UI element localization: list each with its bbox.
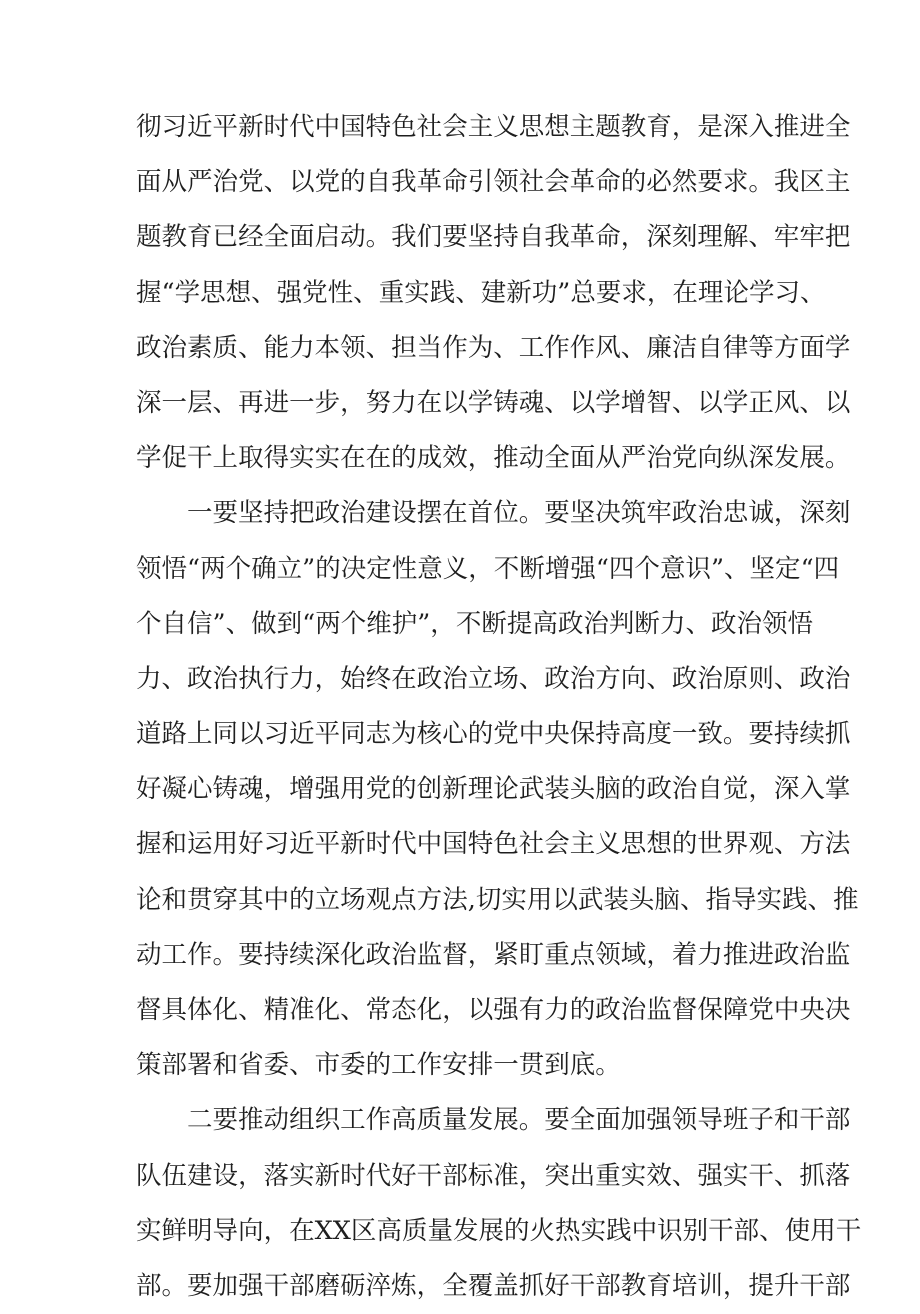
text-line: 深 一 层 、 再 进 一 步 ， 努 力 在 以 学 铸 魂 、 以 学 增 智 、 以 学 正 风 、 以	[136, 387, 851, 418]
text-line: 督 具 体 化 、 精 准 化 、 常 态 化 ， 以 强 有 力 的 政 治 监 督 保 障 党 中 央 决	[136, 995, 851, 1025]
text-line: 握 和 运 用 好 习 近 平 新 时 代 中 国 特 色 社 会 主 义 思 想 的 世 界 观 、 方 法	[136, 829, 851, 860]
text-line: 部 。 要 加 强 干 部 磨 砺 淬 炼 ， 全 覆 盖 抓 好 干 部 教 育 培 训 ， 提 升 干 部	[136, 1270, 851, 1301]
text-line: 动 工 作 。 要 持 续 深 化 政 治 监 督 ， 紧 盯 重 点 领 域 ， 着 力 推 进 政 治 监	[136, 939, 851, 970]
document-body	[136, 100, 862, 1314]
text-line: 道 路 上 同 以 习 近 平 同 志 为 核 心 的 党 中 央 保 持 高 度 一 致 。 要 持 续 抓	[136, 719, 851, 750]
text-line: 论 和 贯 穿 其 中 的 立 场 观 点 方 法 , 切 实 用 以 武 装 头 脑 、 指 导 实 践 、 推	[136, 884, 859, 915]
text-line: 队 伍 建 设 ， 落 实 新 时 代 好 干 部 标 准 ， 突 出 重 实 效 、 强 实 干 、 抓 落	[136, 1160, 851, 1191]
text-line: 二 要 推 动 组 织 工 作 高 质 量 发 展 。 要 全 面 加 强 领 导 班 子 和 干 部	[187, 1105, 851, 1136]
text-line: 好 凝 心 铸 魂 ， 增 强 用 党 的 创 新 理 论 武 装 头 脑 的 政 治 自 觉 ， 深 入 掌	[136, 774, 851, 805]
text-line: 政 治 素 质 、 能 力 本 领 、 担 当 作 为 、 工 作 作 风 、 廉 洁 自 律 等 方 面 学	[136, 332, 851, 363]
text-line: 彻 习 近 平 新 时 代 中 国 特 色 社 会 主 义 思 想 主 题 教 育 ， 是 深 入 推 进 全	[136, 112, 851, 142]
text-line: 领 悟 “ 两 个 确 立 ” 的 决 定 性 意 义 ， 不 断 增 强 “ 四 个 意 识 ” 、 坚 定 “ 四	[136, 553, 840, 584]
text-line: 力 、 政 治 执 行 力 ， 始 终 在 政 治 立 场 、 政 治 方 向 、 政 治 原 则 、 政 治	[136, 663, 851, 694]
text-line: 题 教 育 已 经 全 面 启 动 。 我 们 要 坚 持 自 我 革 命 ， 深 刻 理 解 、 牢 牢 把	[136, 222, 851, 253]
text-line: 实 鲜 明 导 向 ， 在 X X 区 高 质 量 发 展 的 火 热 实 践 中 识 别 干 部 、 使 用 干	[136, 1215, 862, 1246]
text-line: 策 部 署 和 省 委 、 市 委 的 工 作 安 排 一 贯 到 底 。	[136, 1050, 621, 1081]
text-line: 握 “ 学 思 想 、 强 党 性 、 重 实 践 、 建 新 功 ” 总 要 求 ， 在 理 论 学 习 、	[136, 277, 826, 308]
text-line: 学 促 干 上 取 得 实 实 在 在 的 成 效 ， 推 动 全 面 从 严 治 党 向 纵 深 发 展 。	[136, 443, 851, 474]
text-line: 一 要 坚 持 把 政 治 建 设 摆 在 首 位 。 要 坚 决 筑 牢 政 治 忠 诚 ， 深 刻	[187, 498, 851, 529]
text-line: 面 从 严 治 党 、 以 党 的 自 我 革 命 引 领 社 会 革 命 的 必 然 要 求 。 我 区 主	[136, 167, 851, 198]
text-line: 个 自 信 ” 、 做 到 “ 两 个 维 护 ” ， 不 断 提 高 政 治 判 断 力 、 政 治 领 悟	[136, 608, 814, 639]
